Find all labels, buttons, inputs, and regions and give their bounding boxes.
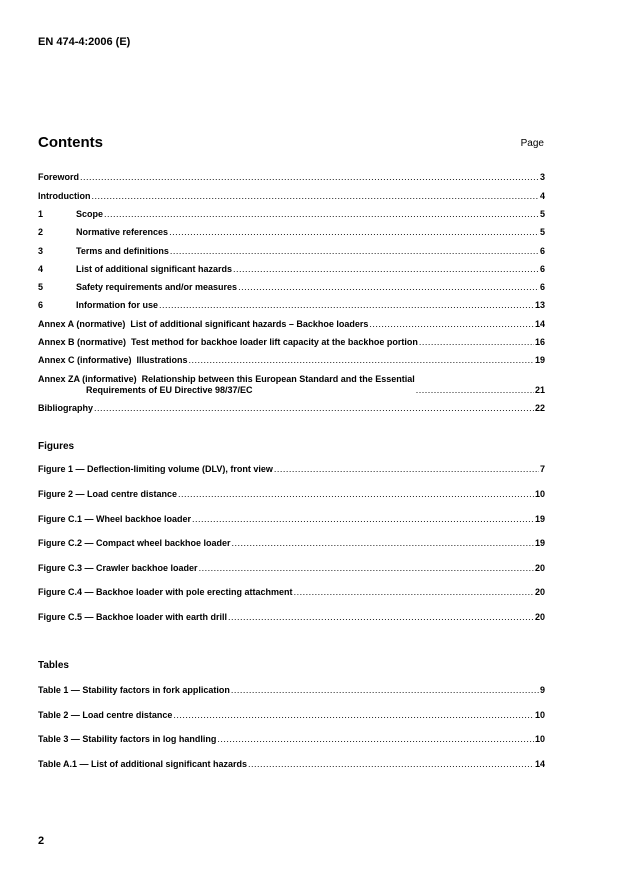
figure-entry[interactable] [38, 587, 545, 598]
table-entry-title: Table 2 — Load centre distance [38, 710, 173, 720]
toc-entry-page: 5 [539, 209, 545, 219]
leader-dots [228, 612, 534, 623]
leader-dots [217, 734, 534, 745]
table-entry[interactable] [38, 734, 545, 745]
figure-entry-page: 10 [534, 489, 545, 499]
figure-entry-title: Figure 1 — Deflection-limiting volume (DLV), front view [38, 464, 273, 474]
leader-dots [192, 514, 534, 525]
toc-entry[interactable] [38, 172, 545, 183]
leader-dots [92, 191, 539, 202]
toc-entry[interactable] [38, 319, 545, 330]
toc-entry-page: 21 [534, 385, 545, 395]
figure-entry-page: 19 [534, 538, 545, 548]
figure-entry[interactable] [38, 464, 545, 475]
toc-entry-title: Foreword [38, 172, 80, 182]
table-entry-page: 10 [534, 710, 545, 720]
toc-entry-page: 19 [534, 355, 545, 365]
contents-title: Contents [38, 134, 103, 151]
toc-entry-title: List of additional significant hazards [76, 264, 233, 274]
leader-dots [232, 538, 534, 549]
toc-entry-number: 3 [38, 246, 44, 256]
leader-dots [416, 385, 534, 396]
toc-entry[interactable] [38, 282, 545, 293]
toc-entry-title: Annex B (normative) Test method for backhoe loader lift capacity at the backhoe portion [38, 337, 418, 347]
figure-entry[interactable] [38, 489, 545, 500]
toc-entry-title-block [38, 374, 415, 396]
toc-entry-title: Bibliography [38, 403, 94, 413]
toc-entry-page: 6 [539, 246, 545, 256]
figures-heading: Figures [38, 441, 75, 452]
document-id: EN 474-4:2006 (E) [38, 36, 131, 48]
toc-entry-title: Safety requirements and/or measures [76, 282, 238, 292]
leader-dots [173, 710, 534, 721]
toc-entry-number: 2 [38, 227, 44, 237]
table-entry-page: 10 [534, 734, 545, 744]
toc-entry-title: Scope [76, 209, 104, 219]
leader-dots [170, 246, 539, 257]
leader-dots [189, 355, 534, 366]
toc-entry-page: 3 [539, 172, 545, 182]
figure-entry-title: Figure C.3 — Crawler backhoe loader [38, 563, 198, 573]
toc-entry-title: Normative references [76, 227, 169, 237]
figure-entry-page: 19 [534, 514, 545, 524]
toc-entry-title: Annex A (normative) List of additional significant hazards – Backhoe loaders [38, 319, 369, 329]
toc-entry[interactable] [38, 300, 545, 311]
figure-entry-page: 20 [534, 587, 545, 597]
toc-entry-page: 16 [534, 337, 545, 347]
toc-entry[interactable] [38, 191, 545, 202]
toc-entry[interactable] [38, 337, 545, 348]
toc-entry-page: 6 [539, 282, 545, 292]
toc-entry[interactable] [38, 355, 545, 366]
table-entry[interactable] [38, 759, 545, 770]
table-entry-page: 9 [539, 685, 545, 695]
toc-entry[interactable] [38, 227, 545, 238]
leader-dots [159, 300, 534, 311]
toc-entry[interactable] [38, 374, 545, 396]
table-entry[interactable] [38, 685, 545, 696]
toc-entry[interactable] [38, 246, 545, 257]
table-entry-title: Table 3 — Stability factors in log handling [38, 734, 217, 744]
toc-entry[interactable] [38, 209, 545, 220]
table-entry-title: Table A.1 — List of additional significant hazards [38, 759, 248, 769]
leader-dots [80, 172, 539, 183]
toc-entry-page: 13 [534, 300, 545, 310]
leader-dots [169, 227, 539, 238]
leader-dots [419, 337, 534, 348]
figure-entry[interactable] [38, 538, 545, 549]
leader-dots [104, 209, 539, 220]
figure-entry[interactable] [38, 612, 545, 623]
figure-entry[interactable] [38, 563, 545, 574]
toc-entry-page: 4 [539, 191, 545, 201]
figure-entry-title: Figure C.4 — Backhoe loader with pole erecting attachment [38, 587, 293, 597]
leader-dots [231, 685, 539, 696]
toc-entry-page: 5 [539, 227, 545, 237]
toc-entry-title-continued: Requirements of EU Directive 98/37/EC [86, 385, 253, 395]
toc-entry-title: Introduction [38, 191, 91, 201]
figure-entry[interactable] [38, 514, 545, 525]
toc-entry-number: 5 [38, 282, 44, 292]
leader-dots [199, 563, 534, 574]
toc-entry-title: Annex C (informative) Illustrations [38, 355, 188, 365]
toc-entry-page: 22 [534, 403, 545, 413]
figure-entry-title: Figure 2 — Load centre distance [38, 489, 178, 499]
table-entry-page: 14 [534, 759, 545, 769]
table-entry-title: Table 1 — Stability factors in fork application [38, 685, 230, 695]
leader-dots [294, 587, 534, 598]
toc-entry[interactable] [38, 403, 545, 414]
leader-dots [233, 264, 539, 275]
figure-entry-page: 7 [539, 464, 545, 474]
toc-entry-page: 6 [539, 264, 545, 274]
page-number: 2 [38, 835, 45, 847]
toc-entry-title: Terms and definitions [76, 246, 169, 256]
figure-entry-page: 20 [534, 563, 545, 573]
toc-entry-title: Annex ZA (informative) Relationship between this European Standard and the Essential [38, 374, 415, 384]
toc-entry-title: Information for use [76, 300, 159, 310]
toc-entry-number: 1 [38, 209, 44, 219]
figure-entry-title: Figure C.5 — Backhoe loader with earth drill [38, 612, 228, 622]
figure-entry-title: Figure C.1 — Wheel backhoe loader [38, 514, 192, 524]
leader-dots [274, 464, 539, 475]
leader-dots [94, 403, 534, 414]
figure-entry-title: Figure C.2 — Compact wheel backhoe loader [38, 538, 231, 548]
tables-heading: Tables [38, 660, 69, 671]
leader-dots [369, 319, 534, 330]
toc-entry[interactable] [38, 264, 545, 275]
toc-entry-number: 4 [38, 264, 44, 274]
table-entry[interactable] [38, 710, 545, 721]
toc-entry-page: 14 [534, 319, 545, 329]
toc-entry-number: 6 [38, 300, 44, 310]
leader-dots [248, 759, 534, 770]
leader-dots [178, 489, 534, 500]
figure-entry-page: 20 [534, 612, 545, 622]
leader-dots [238, 282, 539, 293]
page-column-label: Page [520, 138, 544, 149]
